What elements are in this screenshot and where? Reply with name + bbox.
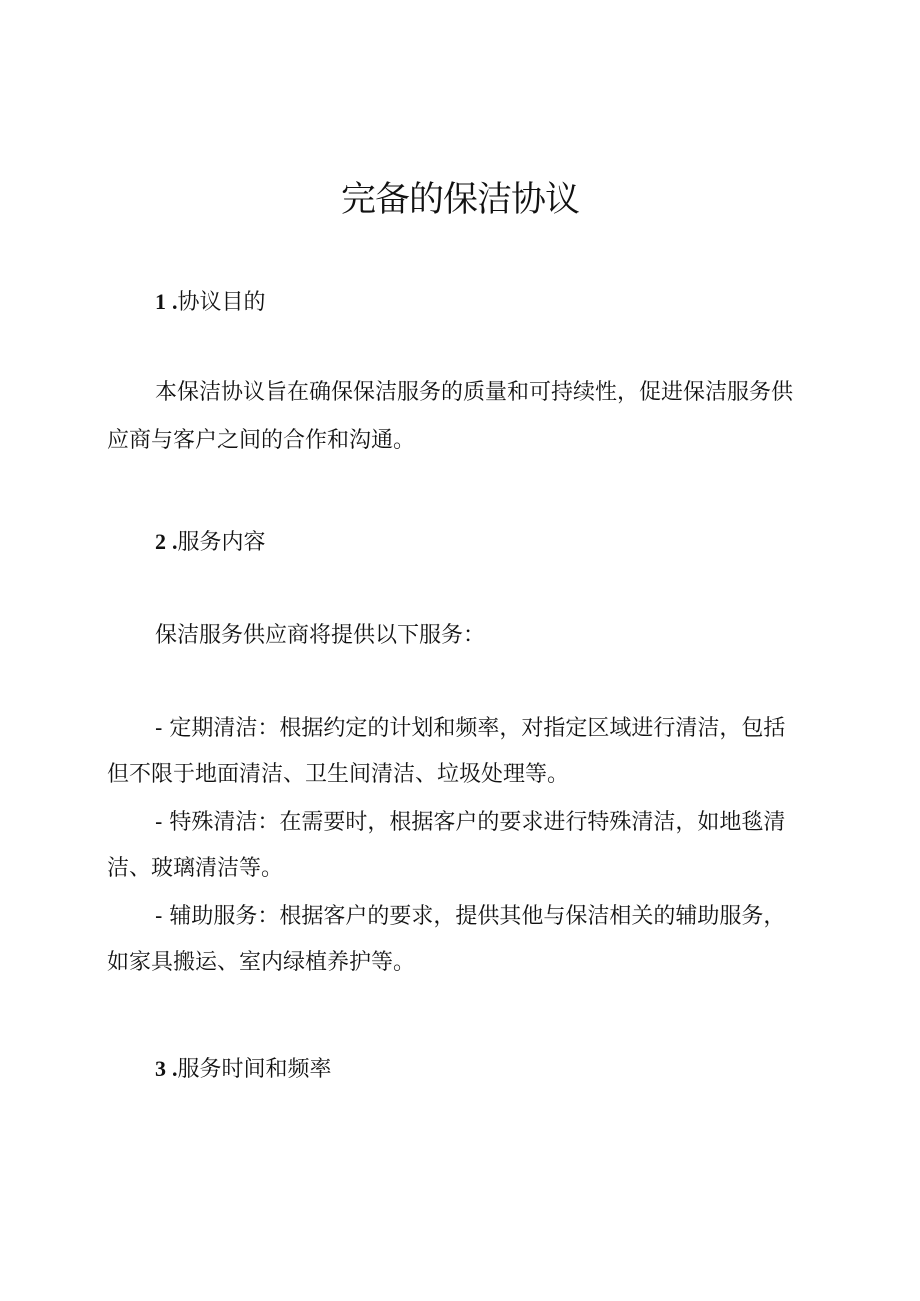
section-1-paragraph: 本保洁协议旨在确保保洁服务的质量和可持续性，促进保洁服务供应商与客户之间的合作和沟通。 <box>107 380 794 453</box>
section-2-intro: 保洁服务供应商将提供以下服务： <box>155 623 486 648</box>
section-title: 服务内容 <box>177 530 266 555</box>
service-item-auxiliary-services: - 辅助服务：根据客户的要求，提供其他与保洁相关的辅助服务，如家具搬运、室内绿植养护等。 <box>107 904 786 975</box>
document-title: 完备的保洁协议 <box>340 180 579 220</box>
section-dot: . <box>172 1056 178 1081</box>
section-title: 服务时间和频率 <box>177 1057 332 1082</box>
section-heading-2 <box>155 525 266 560</box>
section-number: 3 <box>155 1056 166 1081</box>
section-heading-3 <box>155 1052 332 1087</box>
section-dot: . <box>172 529 178 554</box>
service-item-regular-cleaning: - 定期清洁：根据约定的计划和频率，对指定区域进行清洁，包括但不限于地面清洁、卫生间清洁、垃圾处理等。 <box>107 716 786 787</box>
section-title: 协议目的 <box>177 290 266 315</box>
section-number: 1 <box>155 289 166 314</box>
section-heading-1 <box>155 285 266 320</box>
section-number: 2 <box>155 529 166 554</box>
service-item-special-cleaning: - 特殊清洁：在需要时，根据客户的要求进行特殊清洁，如地毯清洁、玻璃清洁等。 <box>107 810 786 881</box>
section-dot: . <box>172 289 178 314</box>
